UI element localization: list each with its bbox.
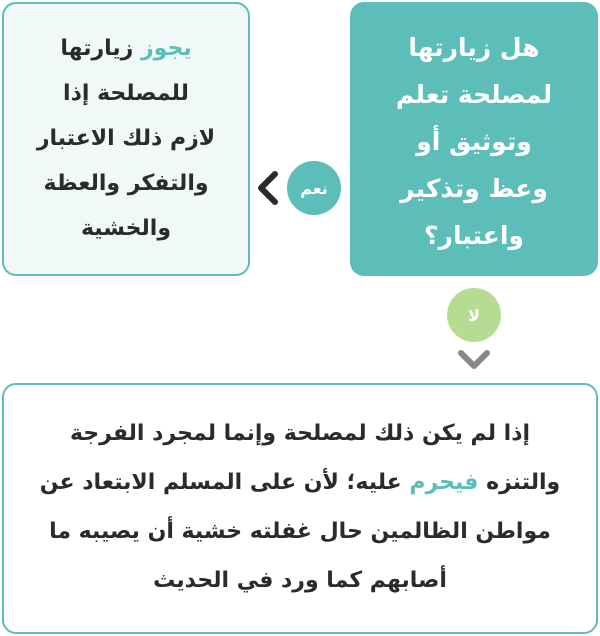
question-box <box>350 2 598 276</box>
yes-line-4: والتفكر والعظة <box>43 171 209 196</box>
no-accent-word: فيحرم <box>409 470 479 495</box>
no-line-3: مواطن الظالمين حال غفلته خشية أن يصيبه ما <box>49 519 551 544</box>
yes-line-5: والخشية <box>80 216 172 241</box>
no-badge-label: لا <box>468 305 480 325</box>
question-line-5: واعتبار؟ <box>424 221 524 250</box>
question-line-4: وعظ وتذكير <box>400 174 548 203</box>
question-line-2: لمصلحة تعلم <box>395 80 553 109</box>
yes-badge-label: نعم <box>300 178 328 198</box>
question-line-3: وتوثيق أو <box>416 127 532 156</box>
yes-answer-box <box>2 2 250 276</box>
yes-line-3: لازم ذلك الاعتبار <box>36 126 216 151</box>
no-line-2 <box>22 458 578 507</box>
yes-line-2: للمصلحة إذا <box>63 81 189 106</box>
no-line-2-before: والتنزه <box>486 470 561 495</box>
no-answer-box <box>2 383 598 634</box>
yes-badge <box>287 161 341 215</box>
question-line-1: هل زيارتها <box>408 33 540 62</box>
no-line-1: إذا لم يكن ذلك لمصلحة وإنما لمجرد الفرجة <box>69 421 531 446</box>
no-line-2-after: عليه؛ لأن على المسلم الابتعاد عن <box>39 470 402 495</box>
no-badge <box>447 288 501 342</box>
no-line-4: أصابهم كما ورد في الحديث <box>153 568 447 593</box>
arrow-left-icon <box>255 170 281 206</box>
yes-line-1-rest: زيارتها <box>60 36 134 61</box>
yes-line-1 <box>4 26 248 71</box>
yes-accent-word: يجوز <box>141 36 192 61</box>
arrow-down-icon <box>457 349 491 371</box>
